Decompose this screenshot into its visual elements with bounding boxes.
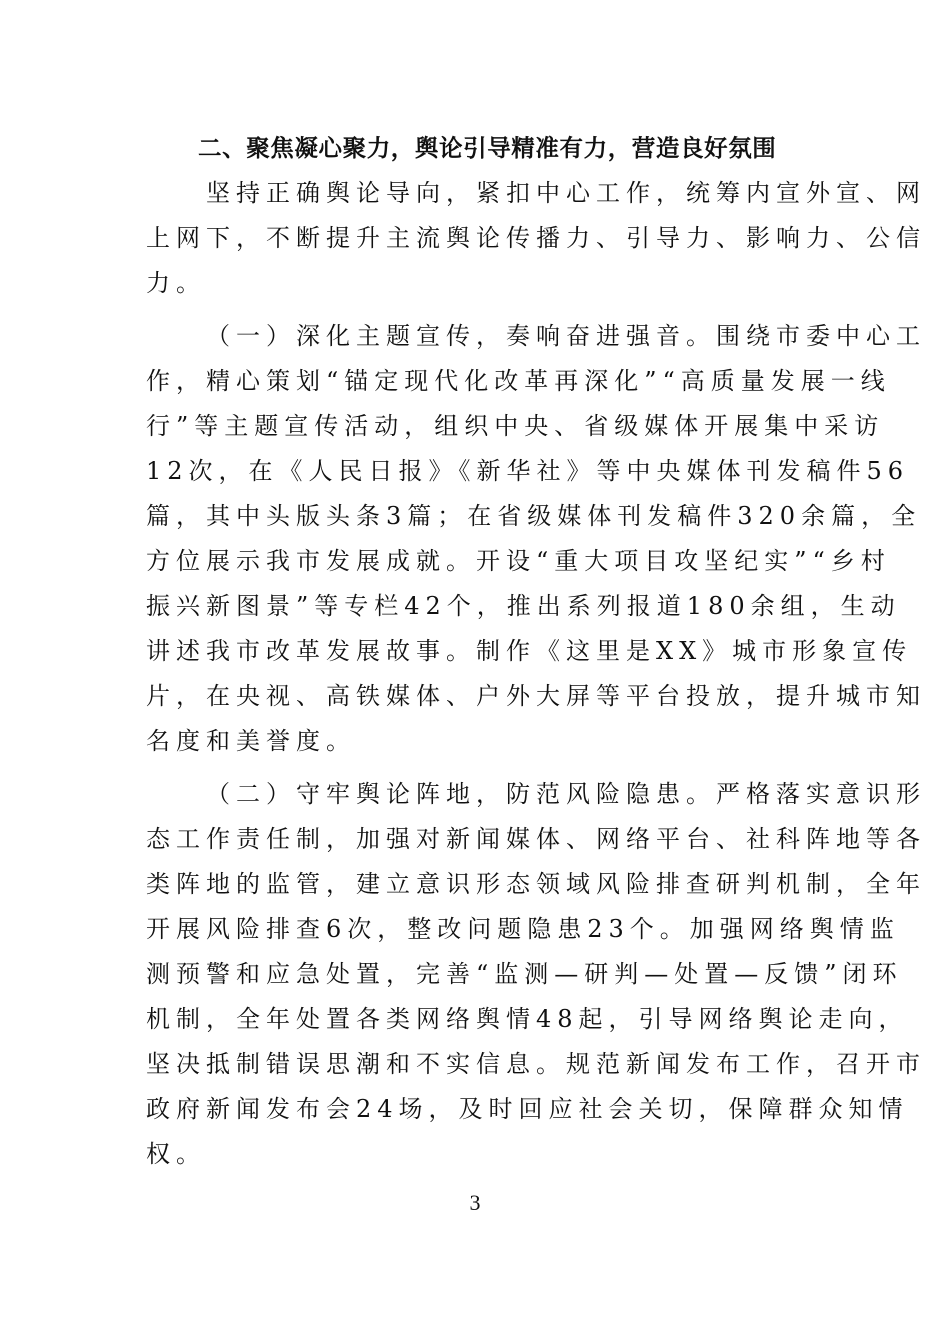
paragraph-line: 力。 [146,269,206,297]
paragraph-line: 篇，其中头版头条3篇；在省级媒体刊发稿件320余篇，全 [146,502,922,530]
paragraph-line: 振兴新图景”等专栏42个，推出系列报道180余组，生动 [146,592,901,620]
subsection-title: （二）守牢舆论阵地，防范风险隐患。 [206,780,716,808]
paragraph-line: 方位展示我市发展成就。开设“重大项目攻坚纪实”“乡村 [146,547,891,575]
paragraph-line: 开展风险排查6次，整改问题隐患23个。加强网络舆情监 [146,915,900,943]
paragraph-line: 坚持正确舆论导向，紧扣中心工作，统筹内宣外宣、网 [206,179,926,207]
paragraph-line: 讲述我市改革发展故事。制作《这里是XX》城市形象宣传 [146,637,913,665]
paragraph-line: 12次，在《人民日报》《新华社》等中央媒体刊发稿件56 [146,457,910,485]
paragraph-line: 政府新闻发布会24场，及时回应社会关切，保障群众知情 [146,1095,909,1123]
paragraph-line: 机制，全年处置各类网络舆情48起，引导网络舆论走向， [146,1005,909,1033]
paragraph-line: 权。 [146,1140,206,1168]
paragraph-line: 名度和美誉度。 [146,727,356,755]
paragraph-line: 类阵地的监管，建立意识形态领域风险排查研判机制，全年 [146,870,926,898]
paragraph-line: 态工作责任制，加强对新闻媒体、网络平台、社科阵地等各 [146,825,926,853]
paragraph-line: 测预警和应急处置，完善“监测—研判—处置—反馈”闭环 [146,960,903,988]
paragraph-line [146,772,926,817]
paragraph-line: 坚决抵制错误思潮和不实信息。规范新闻发布工作，召开市 [146,1050,926,1078]
paragraph-line: 作，精心策划“锚定现代化改革再深化”“高质量发展一线 [146,367,891,395]
intro-paragraph [146,171,926,306]
paragraph-line: 上网下，不断提升主流舆论传播力、引导力、影响力、公信 [146,224,926,252]
subsection-1 [146,314,926,764]
paragraph-text: 严格落实意识形 [716,780,926,808]
paragraph-line: 片，在央视、高铁媒体、户外大屏等平台投放，提升城市知 [146,682,926,710]
section-heading: 二、聚焦凝心聚力，舆论引导精准有力，营造良好氛围 [198,134,777,162]
paragraph-line [146,314,926,359]
subsection-2 [146,772,926,1177]
document-page [146,126,926,1177]
page-number: 3 [469,1190,481,1215]
subsection-title: （一）深化主题宣传，奏响奋进强音。 [206,322,716,350]
paragraph-line: 行”等主题宣传活动，组织中央、省级媒体开展集中采访 [146,412,885,440]
paragraph-text: 围绕市委中心工 [716,322,926,350]
